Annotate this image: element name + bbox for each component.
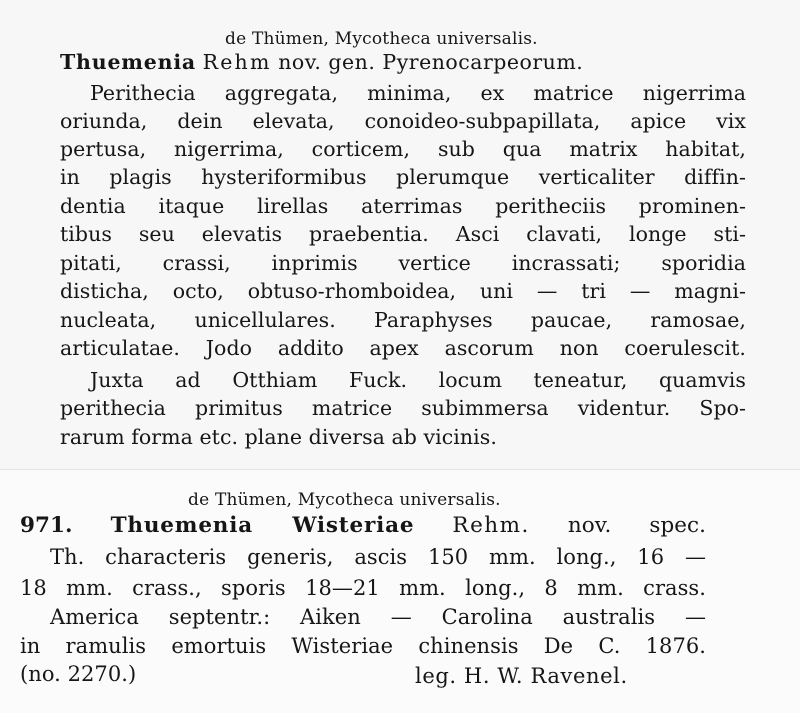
genus-name: Thuemenia: [60, 50, 197, 74]
section1-line-5: dentia itaque lirellas aterrimas peritheciis prominen-: [60, 194, 746, 218]
section2-line-4: in ramulis emortuis Wisteriae chinensis De C. 1876.: [20, 634, 706, 658]
section1-para2-line-3: rarum forma etc. plane diversa ab vicinis.: [60, 425, 497, 449]
section1-para2-line-2: perithecia primitus matrice subimmersa videntur. Spo-: [60, 396, 746, 420]
section2-header: de Thümen, Mycotheca universalis.: [188, 490, 501, 510]
section2-title: [20, 514, 706, 538]
species-author: Rehm.: [452, 513, 530, 538]
section2-line-2: 18 mm. crass., sporis 18—21 mm. long., 8 mm. crass.: [20, 576, 706, 600]
section1-line-9: nucleata, unicellulares. Paraphyses paucae, ramosae,: [60, 308, 746, 332]
collector: leg. H. W. Ravenel.: [415, 664, 628, 688]
genus-rank: nov. gen. Pyrenocarpeorum.: [278, 50, 584, 74]
collection-number: (no. 2270.): [20, 662, 137, 686]
section1-line-10: articulatae. Jodo addito apex ascorum non coerulescit.: [60, 336, 746, 360]
section1-line-2: oriunda, dein elevata, conoideo-subpapillata, apice vix: [60, 109, 746, 133]
section1-line-4: in plagis hysteriformibus plerumque verticaliter diffin-: [60, 165, 746, 189]
section2-line-3: America septentr.: Aiken — Carolina australis —: [50, 605, 706, 629]
label-divider: [0, 469, 800, 470]
section1-para2-line-1: Juxta ad Otthiam Fuck. locum teneatur, quamvis: [90, 368, 746, 392]
section1-title: [60, 50, 750, 74]
genus-author: Rehm: [202, 50, 272, 74]
section1-line-3: pertusa, nigerrima, corticem, sub qua matrix habitat,: [60, 137, 746, 161]
section1-line-6: tibus seu elevatis praebentia. Asci clavati, longe sti-: [60, 222, 746, 246]
section1-line-1: Perithecia aggregata, minima, ex matrice nigerrima: [90, 81, 746, 105]
species-rank: nov. spec.: [567, 513, 707, 538]
section1-line-8: disticha, octo, obtuso-rhomboidea, uni — tri — magni-: [60, 279, 746, 303]
section1-header: de Thümen, Mycotheca universalis.: [225, 29, 538, 49]
section2-line-1: Th. characteris generis, ascis 150 mm. long., 16 —: [50, 545, 706, 569]
section1-line-7: pitati, crassi, inprimis vertice incrassati; sporidia: [60, 251, 746, 275]
species-name: Thuemenia Wisteriae: [110, 513, 415, 538]
specimen-number: 971.: [20, 513, 73, 538]
